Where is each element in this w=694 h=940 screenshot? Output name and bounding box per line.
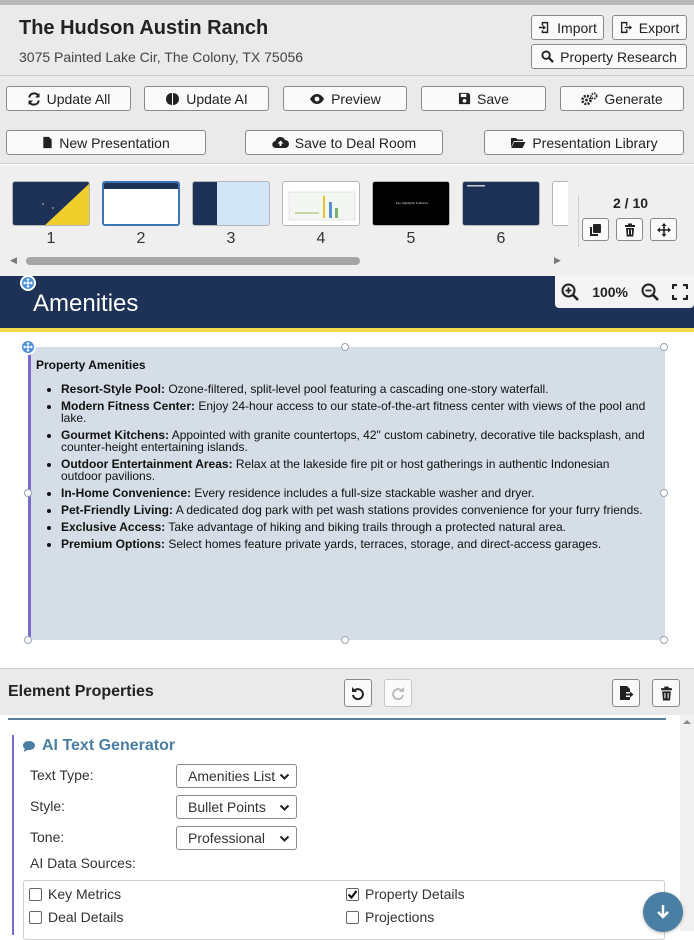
list-item: • Pet-Friendly Living: A dedicated dog park with pet wash stations provides convenience for your furry friends.: [61, 504, 651, 516]
export-element-button[interactable]: [612, 679, 640, 707]
undo-button[interactable]: [344, 679, 372, 707]
brain-icon: [165, 92, 180, 106]
property-header: [0, 5, 694, 76]
undo-icon: [351, 686, 365, 700]
save-button[interactable]: [421, 86, 546, 111]
element-properties-title: Element Properties: [8, 683, 154, 700]
search-icon: [541, 50, 554, 63]
move-arrows-icon: [657, 223, 671, 237]
refresh-icon: [27, 92, 41, 106]
checkmark-icon: [347, 889, 358, 900]
slide-number-2: 2: [136, 230, 146, 247]
style-select[interactable]: Bullet Points: [176, 795, 297, 819]
scroll-left-icon[interactable]: ◀: [10, 255, 17, 265]
new-presentation-label: New Presentation: [59, 134, 170, 151]
panel-divider: [8, 718, 666, 720]
ai-data-sources-list: [23, 880, 665, 940]
update-all-label: Update All: [46, 90, 111, 107]
list-item: • Exclusive Access: Take advantage of hiking and biking trails through a protected natural area.: [61, 521, 651, 533]
resize-handle-top[interactable]: [341, 343, 349, 351]
style-label: Style:: [30, 798, 66, 814]
amenities-list: [61, 383, 651, 555]
preview-button[interactable]: [283, 86, 407, 111]
copy-icon: [589, 223, 602, 237]
slide-thumbnail-5[interactable]: [372, 181, 450, 226]
redo-button[interactable]: [384, 679, 412, 707]
source-key-metrics[interactable]: Key Metrics: [29, 886, 121, 902]
source-property-details[interactable]: Property Details: [346, 886, 465, 902]
preview-label: Preview: [331, 90, 381, 107]
source-projections[interactable]: Projections: [346, 909, 434, 925]
zoom-controls: [555, 276, 694, 308]
thumbnail-scrollbar[interactable]: [10, 255, 562, 265]
list-item: • Gourmet Kitchens: Appointed with granite countertops, 42" custom cabinetry, decorative tile backsplash, and counter-height entertaining islands.: [61, 429, 651, 453]
text-type-select[interactable]: Amenities List: [176, 764, 297, 788]
slide-number-6: 6: [496, 230, 506, 247]
presentation-library-button[interactable]: [484, 130, 684, 155]
resize-handle-top-right[interactable]: [660, 343, 668, 351]
resize-handle-bottom-left[interactable]: [24, 636, 32, 644]
resize-handle-right[interactable]: [660, 489, 668, 497]
update-all-button[interactable]: [6, 86, 131, 111]
slide-title[interactable]: Amenities: [33, 290, 139, 317]
amenities-text-box[interactable]: [28, 347, 665, 640]
import-label: Import: [557, 19, 597, 36]
presentation-library-label: Presentation Library: [532, 134, 658, 151]
slide-canvas: [0, 276, 694, 668]
list-item: • Resort-Style Pool: Ozone-filtered, split-level pool featuring a cascading one-story waterfall.: [61, 383, 651, 395]
save-deal-room-label: Save to Deal Room: [294, 134, 417, 151]
chevron-down-icon: [279, 833, 290, 844]
scroll-down-button[interactable]: [643, 892, 683, 932]
slide-number-1: 1: [46, 230, 56, 247]
slide-thumbnail-1[interactable]: [12, 181, 90, 226]
ai-data-sources-label: AI Data Sources:: [30, 855, 136, 871]
scrollbar-thumb[interactable]: [26, 257, 360, 265]
import-button[interactable]: [531, 15, 604, 40]
resize-handle-bottom-right[interactable]: [660, 636, 668, 644]
toolbar-primary: [0, 76, 694, 122]
source-deal-details[interactable]: Deal Details: [29, 909, 123, 925]
file-export-icon: [618, 685, 634, 701]
title-move-handle-icon[interactable]: [20, 275, 36, 291]
comment-icon: [22, 740, 36, 753]
checkbox[interactable]: [29, 911, 42, 924]
zoom-level: 100%: [592, 284, 628, 300]
redo-icon: [391, 686, 405, 700]
property-research-label: Property Research: [560, 48, 677, 65]
slide-number-3: 3: [226, 230, 236, 247]
chevron-down-icon: [279, 802, 290, 813]
tone-select[interactable]: Professional: [176, 826, 297, 850]
slide-thumbnail-2[interactable]: [102, 181, 180, 226]
ai-text-generator-section: [12, 735, 666, 935]
slide-page-indicator: 2 / 10: [612, 195, 649, 211]
panel-scrollbar[interactable]: [680, 715, 694, 931]
export-button[interactable]: [612, 15, 687, 40]
text-type-label: Text Type:: [30, 767, 94, 783]
property-research-button[interactable]: [531, 44, 687, 69]
generate-button[interactable]: [560, 86, 684, 111]
element-properties-header: [0, 668, 694, 715]
scroll-up-icon[interactable]: [680, 715, 694, 729]
slide-thumbnail-4[interactable]: [282, 181, 360, 226]
slide-accent-line: [0, 328, 694, 332]
slide-thumbnail-3[interactable]: [192, 181, 270, 226]
new-presentation-button[interactable]: [6, 130, 206, 155]
move-slide-button[interactable]: [650, 218, 677, 241]
trash-icon: [624, 223, 636, 237]
list-item: • Premium Options: Select homes feature private yards, terraces, storage, and direct-access garages.: [61, 538, 651, 550]
slide-number-4: 4: [316, 230, 326, 247]
scroll-right-icon[interactable]: ▶: [554, 255, 561, 265]
delete-element-button[interactable]: [652, 679, 680, 707]
property-name: The Hudson Austin Ranch: [19, 17, 269, 39]
textbox-heading: Property Amenities: [36, 358, 146, 372]
zoom-out-icon[interactable]: [641, 283, 659, 301]
delete-slide-button[interactable]: [616, 218, 643, 241]
update-ai-button[interactable]: [144, 86, 269, 111]
tone-label: Tone:: [30, 829, 65, 845]
folder-open-icon: [510, 136, 526, 149]
resize-handle-left[interactable]: [24, 489, 32, 497]
slide-thumbnail-7[interactable]: [552, 181, 568, 226]
save-deal-room-button[interactable]: [245, 130, 443, 155]
arrow-down-icon: [656, 904, 670, 920]
export-label: Export: [638, 19, 680, 36]
zoom-in-icon[interactable]: [561, 283, 579, 301]
slide-page-controls: [578, 195, 683, 216]
ai-generator-title: AI Text Generator: [22, 737, 175, 755]
slide-5-text: Key Highlights & Metrics: [395, 201, 429, 205]
list-item: • Outdoor Entertainment Areas: Relax at the lakeside fire pit or host gatherings in authentic Indonesian outdoor pavilions.: [61, 458, 651, 482]
property-address: 3075 Painted Lake Cir, The Colony, TX 75056: [19, 49, 304, 65]
toolbar-secondary: [0, 122, 694, 164]
textbox-move-handle-icon[interactable]: [20, 339, 36, 355]
duplicate-slide-button[interactable]: [582, 218, 609, 241]
chevron-down-icon: [279, 771, 290, 782]
export-icon: [620, 21, 633, 34]
checkbox[interactable]: [29, 888, 42, 901]
file-icon: [42, 136, 53, 149]
slide-thumbnail-strip: [0, 165, 694, 276]
list-item: • In-Home Convenience: Every residence includes a full-size stackable washer and dryer.: [61, 487, 651, 499]
cloud-upload-icon: [272, 136, 289, 149]
update-ai-label: Update AI: [186, 90, 248, 107]
checkbox[interactable]: [346, 911, 359, 924]
eye-icon: [309, 93, 325, 105]
checkbox-checked[interactable]: [346, 888, 359, 901]
save-label: Save: [477, 90, 509, 107]
resize-handle-bottom[interactable]: [341, 636, 349, 644]
fullscreen-icon[interactable]: [672, 284, 688, 300]
element-properties-panel: [0, 715, 680, 931]
slide-thumbnail-6[interactable]: [462, 181, 540, 226]
floppy-disk-icon: [458, 92, 471, 105]
gears-icon: [581, 92, 598, 106]
trash-icon: [660, 686, 673, 701]
slide-number-5: 5: [406, 230, 416, 247]
generate-label: Generate: [604, 90, 663, 107]
import-icon: [538, 21, 551, 34]
list-item: • Modern Fitness Center: Enjoy 24-hour access to our state-of-the-art fitness center with views of the pool and lake.: [61, 400, 651, 424]
